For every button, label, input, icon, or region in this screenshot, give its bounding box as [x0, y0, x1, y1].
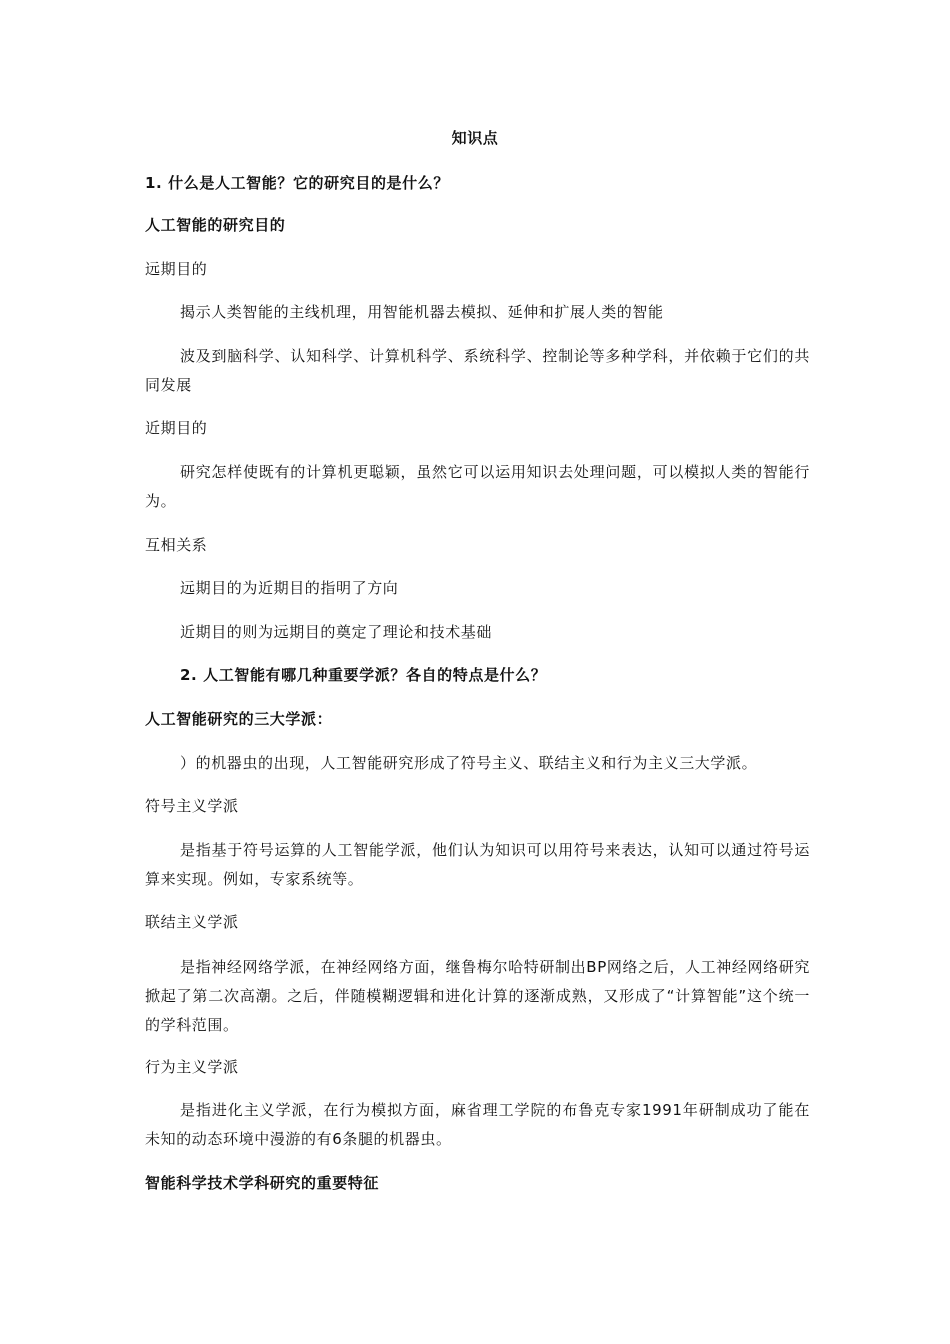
- long-term-label: 远期目的: [145, 260, 208, 278]
- page-title: 知识点: [451, 129, 499, 147]
- short-term-paragraph: 研究怎样使既有的计算机更聪颖，虽然它可以运用知识去处理问题，可以模拟人类的智能行为。: [145, 463, 810, 510]
- short-term-label: 近期目的: [145, 419, 208, 437]
- connectionism-paragraph: 是指神经网络学派，在神经网络方面，继鲁梅尔哈特研制出BP网络之后，人工神经网络研究掀起了第二次高潮。之后，伴随模糊逻辑和进化计算的逐渐成熟，又形成了“计算智能”这个统一的学科范围。: [145, 958, 810, 1034]
- relation-label: 互相关系: [145, 536, 208, 554]
- behaviorism-paragraph: 是指进化主义学派，在行为模拟方面，麻省理工学院的布鲁克专家1991年研制成功了能在未知的动态环境中漫游的有6条腿的机器虫。: [145, 1101, 810, 1148]
- three-schools-heading: 人工智能研究的三大学派：: [145, 710, 333, 728]
- long-term-paragraph-2: 波及到脑科学、认知科学、计算机科学、系统科学、控制论等多种学科，并依赖于它们的共同发展: [145, 347, 810, 394]
- relation-paragraph-1: 远期目的为近期目的指明了方向: [180, 579, 399, 597]
- schools-intro-paragraph: ）的机器虫的出现，人工智能研究形成了符号主义、联结主义和行为主义三大学派。: [180, 754, 758, 772]
- connectionism-label: 联结主义学派: [145, 913, 239, 931]
- relation-paragraph-2: 近期目的则为远期目的奠定了理论和技术基础: [180, 623, 493, 641]
- symbolism-label: 符号主义学派: [145, 797, 239, 815]
- research-goal-heading: 人工智能的研究目的: [145, 216, 286, 234]
- symbolism-paragraph: 是指基于符号运算的人工智能学派，他们认为知识可以用符号来表达，认知可以通过符号运算来实现。例如，专家系统等。: [145, 841, 810, 888]
- question-1-heading: 1. 什么是人工智能？它的研究目的是什么？: [145, 174, 449, 192]
- features-heading: 智能科学技术学科研究的重要特征: [145, 1174, 380, 1192]
- long-term-paragraph-1: 揭示人类智能的主线机理，用智能机器去模拟、延伸和扩展人类的智能: [180, 303, 664, 321]
- behaviorism-label: 行为主义学派: [145, 1058, 239, 1076]
- question-2-heading: 2. 人工智能有哪几种重要学派？各自的特点是什么？: [180, 666, 547, 684]
